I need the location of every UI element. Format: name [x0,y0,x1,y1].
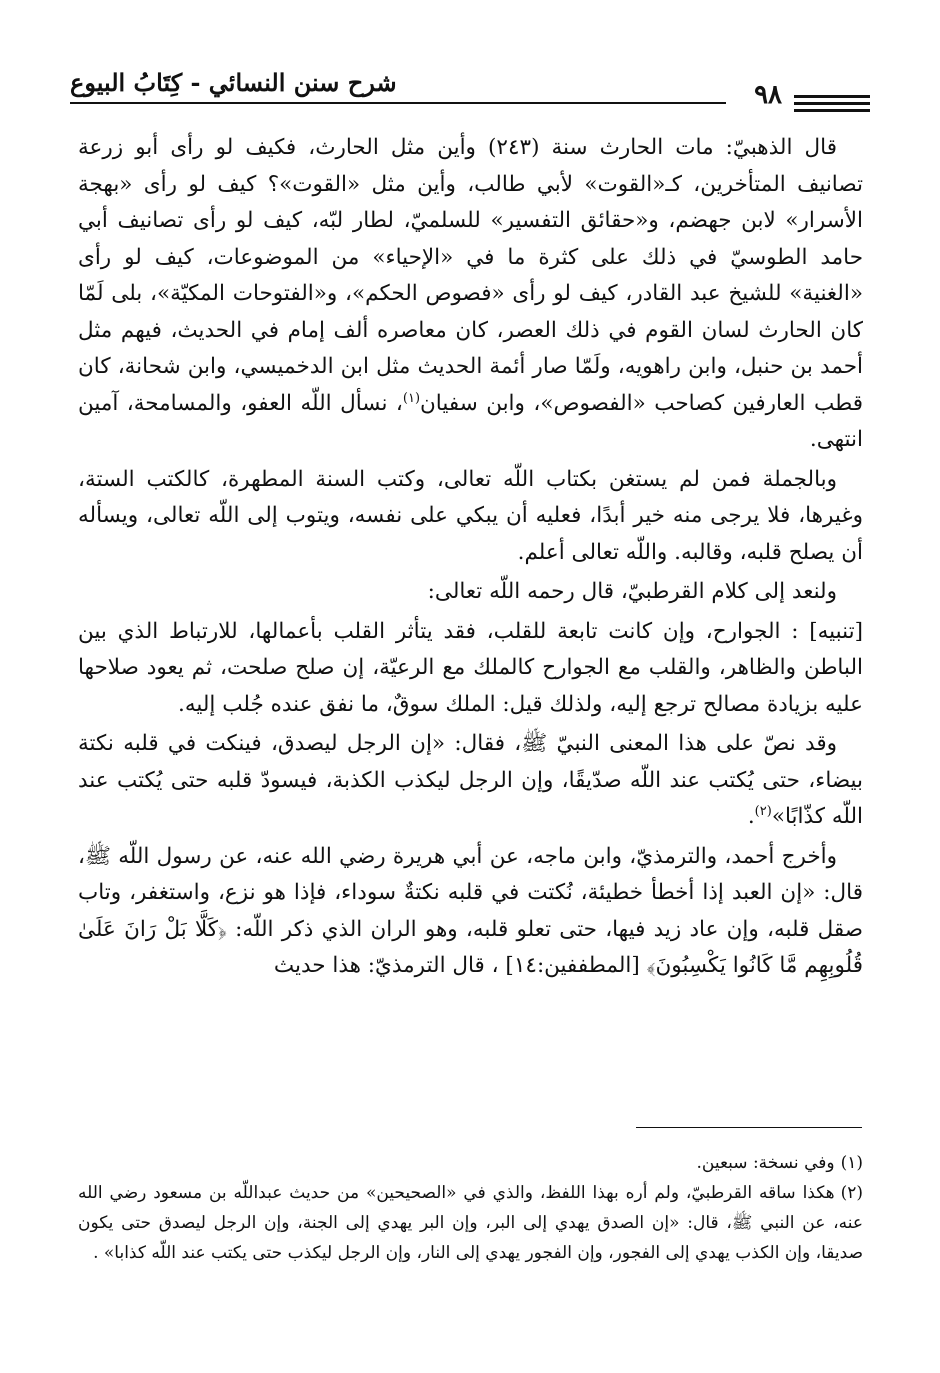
paragraph-text: وقد نصّ على هذا المعنى النبيّ ﷺ، فقال: «إن الرجل ليصدق، فينكت في قلبه نكتة بيضاء، حتى يُكتب عند اللّه صدّيقًا، وإن الرجل ليكذب الكذبة، فيسودّ قلبه حتى يُكتب عند اللّه كذّابًا» [78,731,863,829]
paragraph-text: ، نسأل اللّه العفو، والمسامحة، آمين انتهى. [78,390,863,452]
paragraph: [تنبيه] : الجوارح، وإن كانت تابعة للقلب، فقد يتأثر القلب بأعمالها، للارتباط الذي بين الباطن والظاهر، والقلب مع الجوارح كالملك مع الرعيّة، إن صلح صلحت، ثم يعود صلاحها عليه بزيادة مصالح ترجع إليه، ولذلك قيل: الملك سوقٌ، ما نفق عنده جُلب إليه. [78,618,863,717]
header-title: شرح سنن النسائي - كِتَابُ البيوع [70,68,397,97]
footnotes [78,1148,863,1268]
footnote-marker: (١) [402,390,421,406]
header-rule [70,102,726,104]
footnote-marker: (٢) [754,803,772,819]
footnote [78,1148,863,1178]
running-header [70,62,870,122]
paragraph: وقد نصّ على هذا المعنى النبيّ ﷺ، فقال: «إن الرجل ليصدق، فينكت في قلبه نكتة بيضاء، حتى يُكتب عند اللّه صدّيقًا، وإن الرجل ليكذب الكذبة، فيسودّ قلبه حتى يُكتب عند اللّه كذّابًا»$^{(٢)}$. [78,731,863,829]
paragraph: وأخرج أحمد، والترمذيّ، وابن ماجه، عن أبي هريرة رضي الله عنه، عن رسول اللّه ﷺ، قال: «إن العبد إذا أخطأ خطيئة، نُكتت في قلبه نكتةٌ سوداء، فإذا هو نزع، واستغفر، وتاب صقل قلبه، وإن عاد زيد فيها، حتى تعلو قلبه، وهو الران الذي ذكر اللّه: ﴿كَلَّا بَلْ رَانَ عَلَىٰ قُلُوبِهِم مَّا كَانُوا يَكْسِبُونَ﴾ [المطففين:١٤] ، قال الترمذيّ: هذا حديث [78,843,863,978]
page-number-rule [794,109,870,112]
footnote-number: (١) [840,1153,863,1173]
footnote [78,1178,863,1268]
footnote-separator [636,1127,862,1128]
paragraph: وبالجملة فمن لم يستغن بكتاب اللّه تعالى، وكتب السنة المطهرة، كالكتب الستة، وغيرها، فلا يرجى منه خير أبدًا، فعليه أن يبكي على نفسه، ويتوب إلى اللّه تعالى، ويسأله أن يصلح قلبه، وقالبه. واللّه تعالى أعلم. [78,466,863,565]
main-text [78,130,863,988]
paragraph [78,130,863,459]
paragraph: ولنعد إلى كلام القرطبيّ، قال رحمه اللّه تعالى: [427,579,837,604]
page-number-rule [794,102,870,105]
page-number: ٩٨ [754,80,782,110]
page-number-rule [794,95,870,98]
footnote-text: وفي نسخة: سبعين. [696,1153,835,1173]
footnote-number: (٢) [840,1183,863,1203]
footnote-text: هكذا ساقه القرطبيّ، ولم أره بهذا اللفظ، والذي في «الصحيحين» من حديث عبداللّه بن مسعود رضي الله عنه، عن النبي ﷺ، قال: «إن الصدق يهدي إلى البر، وإن البر يهدي إلى الجنة، وإن الرجل ليصدق حتى يكون صديقا، وإن الكذب يهدي إلى الفجور، وإن الفجور يهدي إلى النار، وإن الرجل ليكذب حتى يكتب عند اللّه كذابا» . [78,1183,863,1263]
paragraph-text: قال الذهبيّ: مات الحارث سنة (٢٤٣) وأين مثل الحارث، فكيف لو رأى أبو زرعة تصانيف المتأخرين، كـ«القوت» لأبي طالب، وأين مثل «القوت»؟ كيف لو رأى «بهجة الأسرار» لابن جهضم، و«حقائق التفسير» للسلميّ، لطار لبّه، كيف لو رأى تصانيف أبي حامد الطوسيّ في ذلك على كثرة ما في «الإحياء» من الموضوعات، كيف لو رأى «الغنية» للشيخ عبد القادر، كيف لو رأى «فصوص الحكم»، و«الفتوحات المكيّة»، بلى لَمّا كان الحارث لسان القوم في ذلك العصر، كان معاصره ألف إمام في الحديث، فيهم مثل أحمد بن حنبل، وابن راهويه، ولَمّا صار أئمة الحديث مثل ابن الدخميسي، وابن شحانة، كان قطب العارفين كصاحب «الفصوص»، وابن سفيان [78,135,863,416]
